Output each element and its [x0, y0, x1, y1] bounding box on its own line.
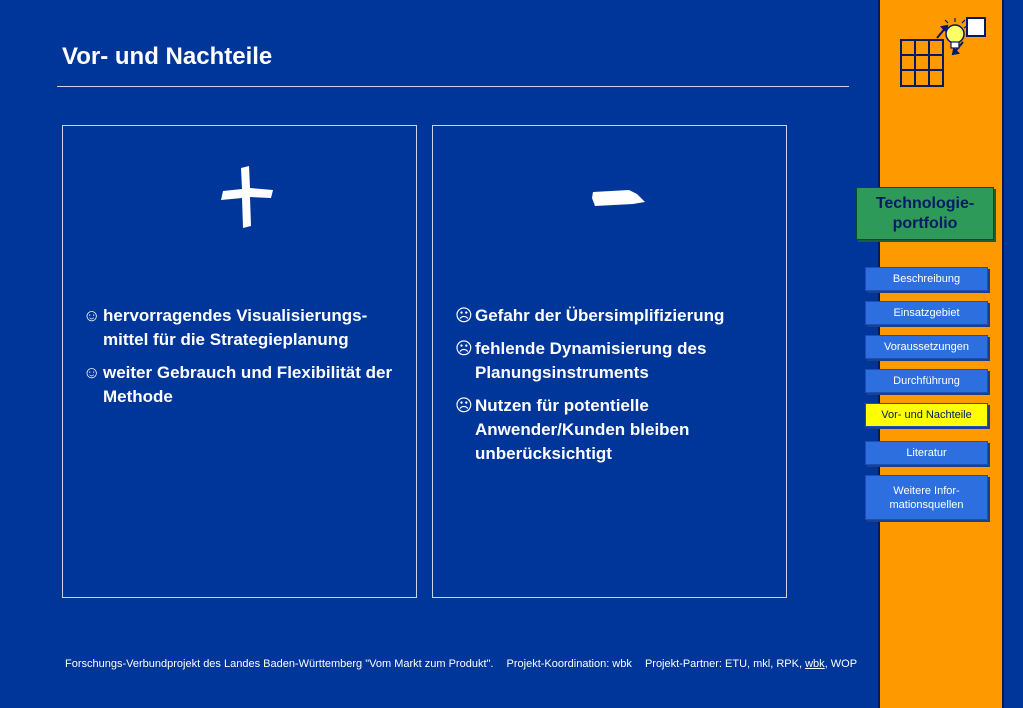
list-item: ☹ fehlende Dynamisierung des Planungsinstruments — [455, 339, 707, 382]
frown-icon: ☹ — [455, 306, 473, 325]
nav-beschreibung-button[interactable]: Beschreibung — [865, 267, 988, 291]
nav-vor-und-nachteile-button[interactable]: Vor- und Nachteile — [865, 403, 988, 427]
footer-coordination: Projekt-Koordination: wbk — [506, 658, 632, 670]
title-divider — [57, 86, 849, 87]
minus-icon — [589, 184, 649, 212]
footer — [65, 658, 857, 670]
list-item: ☺ weiter Gebrauch und Flexibilität der Methode — [83, 363, 393, 406]
list-item: ☺ hervorragendes Visualisierungs-mittel für die Strategieplanung — [83, 306, 368, 349]
partner-wbk-link[interactable]: wbk — [805, 658, 825, 670]
nav-literatur-button[interactable]: Literatur — [865, 441, 988, 465]
nav-durchfuehrung-button[interactable]: Durchführung — [865, 369, 988, 393]
cons-panel — [432, 125, 787, 598]
plus-icon — [219, 164, 279, 230]
smiley-icon: ☺ — [83, 363, 101, 382]
footer-partners: Projekt-Partner: ETU, mkl, RPK, wbk, WOP — [644, 658, 858, 670]
list-item: ☹ Nutzen für potentielle Anwender/Kunden bleiben unberücksichtigt — [455, 396, 690, 463]
page-title: Vor- und Nachteile — [62, 43, 273, 70]
nav-voraussetzungen-button[interactable]: Voraussetzungen — [865, 335, 988, 359]
nav-einsatzgebiet-button[interactable]: Einsatzgebiet — [865, 301, 988, 325]
nav-weitere-informationsquellen-button[interactable]: Weitere Infor- mationsquellen — [865, 475, 988, 520]
frown-icon: ☹ — [455, 339, 473, 358]
smiley-icon: ☺ — [83, 306, 101, 325]
pros-panel — [62, 125, 417, 598]
footer-project: Forschungs-Verbundprojekt des Landes Baden-Württemberg "Vom Markt zum Produkt". — [65, 658, 494, 670]
portfolio-lightbulb-icon — [897, 12, 989, 92]
topic-box: Technologie- portfolio — [856, 187, 994, 240]
cons-list — [455, 304, 778, 475]
list-item: ☹ Gefahr der Übersimplifizierung — [455, 304, 778, 328]
frown-icon: ☹ — [455, 396, 473, 415]
pros-list — [83, 304, 408, 418]
